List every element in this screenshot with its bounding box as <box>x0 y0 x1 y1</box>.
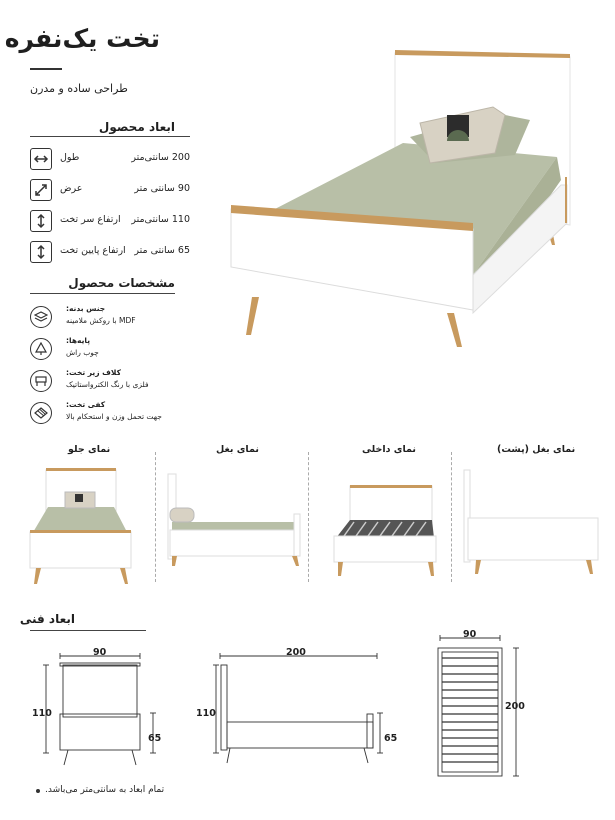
spec-title: پایه‌ها: <box>66 336 91 345</box>
spec-row-frame <box>30 368 200 396</box>
side-length-value: 200 <box>286 647 306 658</box>
dimension-row-width <box>30 179 190 201</box>
dimension-label: عرض <box>60 183 83 194</box>
front-foot-height-value: 65 <box>148 733 162 744</box>
dimensions-heading: ابعاد محصول <box>98 120 175 134</box>
vertical-arrow-icon <box>30 241 52 263</box>
dimension-row-foot-height <box>30 241 190 263</box>
section-divider <box>30 136 190 137</box>
top-width-value: 90 <box>463 629 477 640</box>
specs-heading: مشخصات محصول <box>68 276 175 290</box>
view-label-side: نمای بغل <box>216 444 259 455</box>
dimension-label: ارتفاع پایین تخت <box>60 245 126 256</box>
dimension-label: ارتفاع سر تخت <box>60 214 121 225</box>
dimension-row-head-height <box>30 210 190 232</box>
back-side-view-illustration <box>460 462 605 586</box>
dimension-label: طول <box>60 152 80 163</box>
dimension-value: 200 سانتی‌متر <box>131 152 190 163</box>
bullet-icon <box>36 789 40 793</box>
title-underline <box>30 68 62 70</box>
front-height-value: 110 <box>32 708 52 719</box>
spec-row-body <box>30 304 200 332</box>
view-label-back-side: نمای بغل (پشت) <box>497 444 576 455</box>
view-label-inside: نمای داخلی <box>362 444 416 455</box>
side-height-value: 110 <box>196 708 216 719</box>
front-technical-drawing <box>38 648 163 770</box>
front-width-value: 90 <box>93 647 107 658</box>
slats-icon <box>30 402 52 424</box>
spec-row-slats <box>30 400 200 428</box>
tree-icon <box>30 338 52 360</box>
technical-heading: ابعاد فنی <box>19 612 75 626</box>
side-foot-height-value: 65 <box>384 733 398 744</box>
section-divider <box>30 293 175 294</box>
front-view-illustration <box>20 462 140 586</box>
spec-description: MDF با روکش ملامینه <box>66 316 136 325</box>
section-divider <box>30 630 146 631</box>
spec-description: فلزی با رنگ الکترواستاتیک <box>66 380 149 389</box>
view-divider <box>451 452 452 582</box>
bed-illustration <box>225 45 615 355</box>
dimension-value: 110 سانتی‌متر <box>131 214 190 225</box>
spec-title: جنس بدنه: <box>66 304 106 313</box>
view-label-front: نمای جلو <box>68 444 111 455</box>
horizontal-arrow-icon <box>30 148 52 170</box>
dimension-value: 65 سانتی متر <box>134 245 190 256</box>
page-subtitle: طراحی ساده و مدرن <box>30 82 128 95</box>
view-divider <box>155 452 156 582</box>
frame-icon <box>30 370 52 392</box>
top-length-value: 200 <box>505 701 525 712</box>
dimension-value: 90 سانتی متر <box>134 183 190 194</box>
side-technical-drawing <box>212 648 387 770</box>
spec-row-legs <box>30 336 200 364</box>
view-divider <box>308 452 309 582</box>
vertical-arrow-icon <box>30 210 52 232</box>
footnote: تمام ابعاد به سانتی‌متر می‌باشد. <box>45 785 165 795</box>
dimension-row-length <box>30 148 190 170</box>
side-view-illustration <box>160 462 305 586</box>
spec-title: کلاف زیر تخت: <box>66 368 121 377</box>
diagonal-arrow-icon <box>30 179 52 201</box>
page-title: تخت یک‌نفره <box>4 24 160 53</box>
spec-title: کفی تخت: <box>66 400 106 409</box>
inside-view-illustration <box>330 480 445 580</box>
spec-description: جهت تحمل وزن و استحکام بالا <box>66 412 162 421</box>
layers-icon <box>30 306 52 328</box>
spec-description: چوب راش <box>66 348 99 357</box>
